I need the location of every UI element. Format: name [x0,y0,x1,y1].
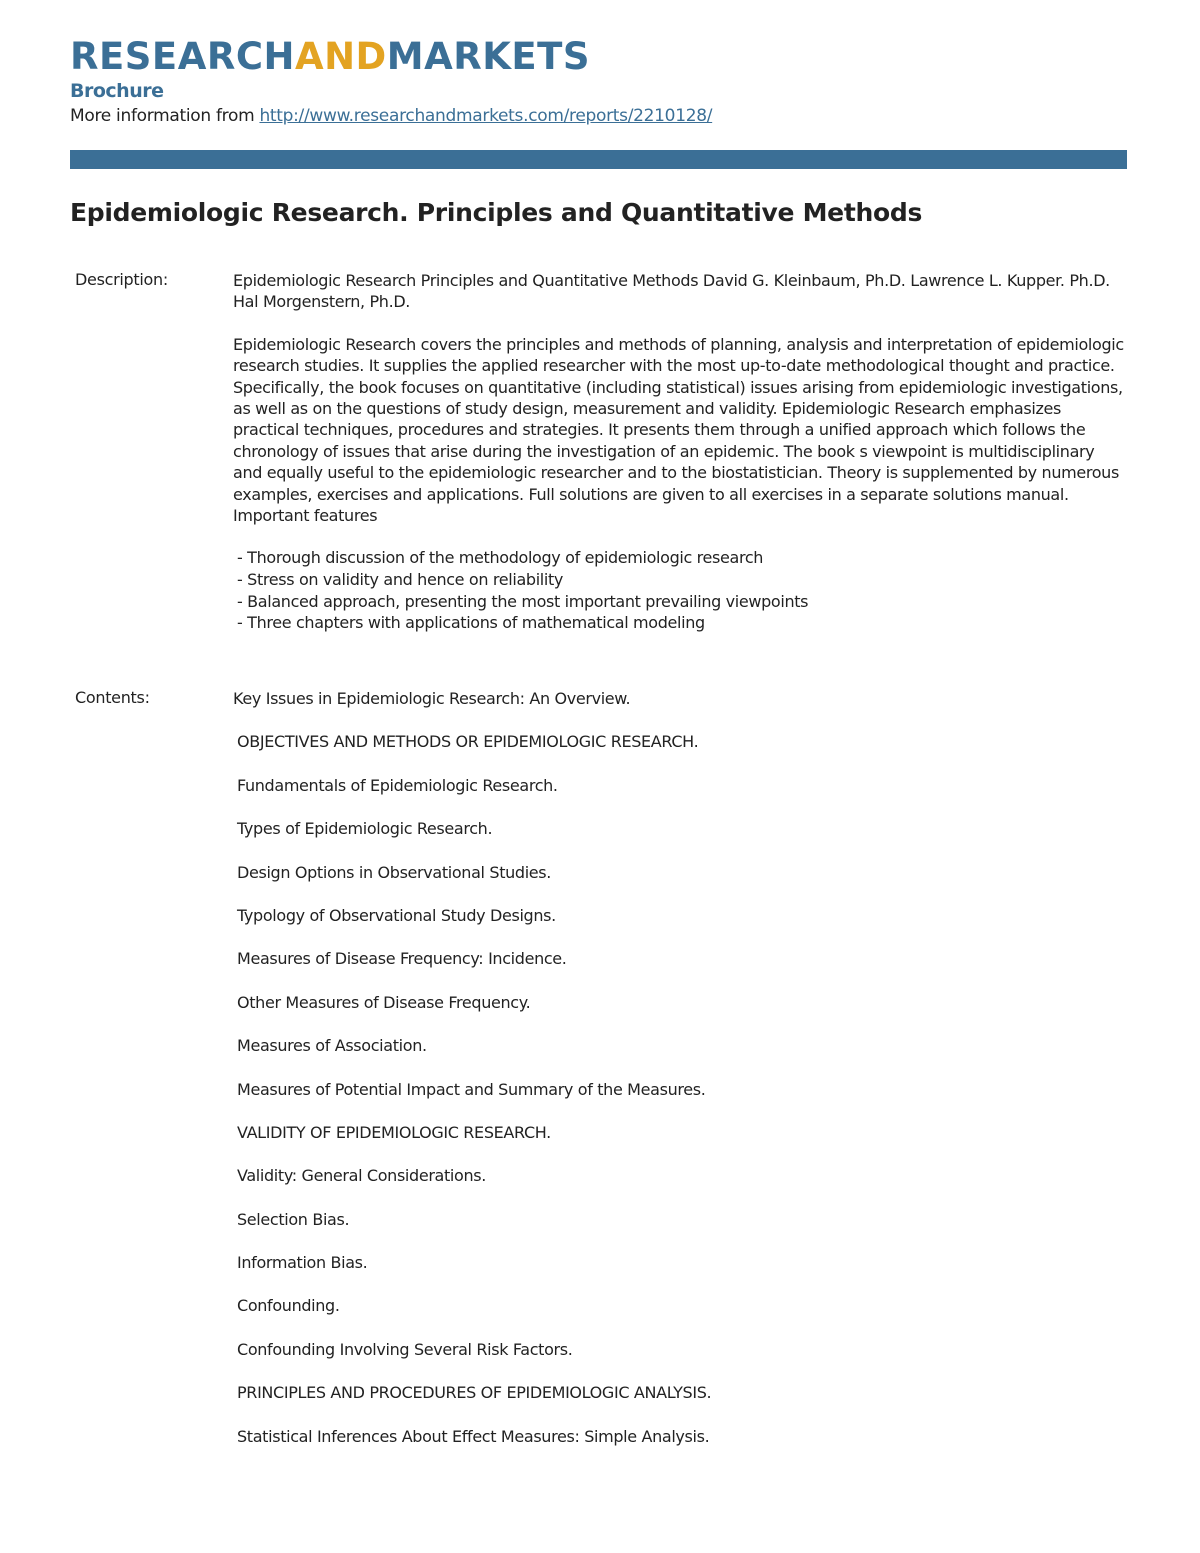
list-item: - Balanced approach, presenting the most important prevailing viewpoints [237,591,809,611]
more-info-line [70,106,712,126]
list-item: - Thorough discussion of the methodology of epidemiologic research [237,548,764,568]
contents-list [233,688,1128,1469]
list-item: Types of Epidemiologic Research. [237,819,493,839]
list-item: Typology of Observational Study Designs. [237,905,556,925]
logo-research: RESEARCH [70,35,295,78]
features-list [233,547,1128,633]
list-item: Measures of Disease Frequency: Incidence. [237,949,567,969]
report-link[interactable]: http://www.researchandmarkets.com/reports/2210128/ [259,106,713,126]
list-item: Confounding. [237,1296,340,1316]
list-item: PRINCIPLES AND PROCEDURES OF EPIDEMIOLOGIC ANALYSIS. [237,1383,712,1403]
brand-logo [70,36,590,78]
header-divider-bar [70,150,1127,169]
logo-and: AND [294,35,387,78]
description-paragraph-authors: Epidemiologic Research Principles and Quantitative Methods David G. Kleinbaum, Ph.D. Lawrence L. Kupper. Ph.D. Hal Morgenstern, Ph.D. [233,271,1110,312]
list-item: Information Bias. [237,1253,368,1273]
contents-label: Contents: [75,688,150,707]
brochure-label: Brochure [70,80,164,102]
description-label: Description: [75,270,168,289]
list-item: Selection Bias. [237,1209,350,1229]
list-item: Measures of Potential Impact and Summary of the Measures. [237,1079,706,1099]
list-item: Measures of Association. [237,1036,427,1056]
list-item: Statistical Inferences About Effect Measures: Simple Analysis. [237,1426,710,1446]
list-item: OBJECTIVES AND METHODS OR EPIDEMIOLOGIC RESEARCH. [237,732,699,752]
list-item: VALIDITY OF EPIDEMIOLOGIC RESEARCH. [237,1122,551,1142]
report-title: Epidemiologic Research. Principles and Quantitative Methods [70,198,923,227]
list-item: Other Measures of Disease Frequency. [237,992,531,1012]
list-item: Validity: General Considerations. [237,1166,486,1186]
description-paragraph-main: Epidemiologic Research covers the principles and methods of planning, analysis and interpretation of epidemiologic research studies. It supplies the applied researcher with the most up-to-date methodological thought and practice. Specifically, the book focuses on quantitative (including statistical) issues arising from epidemiologic investigations, as well as on the questions of study design, measurement and validity. Epidemiologic Research emphasizes practical techniques, procedures and strategies. It presents them through a unified approach which follows the chronology of issues that arise during the investigation of an epidemic. The book s viewpoint is multidisciplinary and equally useful to the epidemiologic researcher and to the biostatistician. Theory is supplemented by numerous examples, exercises and applications. Full solutions are given to all exercises in a separate solutions manual. Important features [233,334,1124,526]
list-item: - Three chapters with applications of mathematical modeling [237,613,705,633]
list-item: - Stress on validity and hence on reliability [237,570,564,590]
list-item: Fundamentals of Epidemiologic Research. [237,775,558,795]
list-item: Confounding Involving Several Risk Factors. [237,1339,573,1359]
logo-markets: MARKETS [386,35,591,78]
list-item: Design Options in Observational Studies. [237,862,552,882]
description-body [233,270,1128,634]
more-info-label: More information from [70,106,255,126]
list-item: Key Issues in Epidemiologic Research: An Overview. [233,689,631,708]
